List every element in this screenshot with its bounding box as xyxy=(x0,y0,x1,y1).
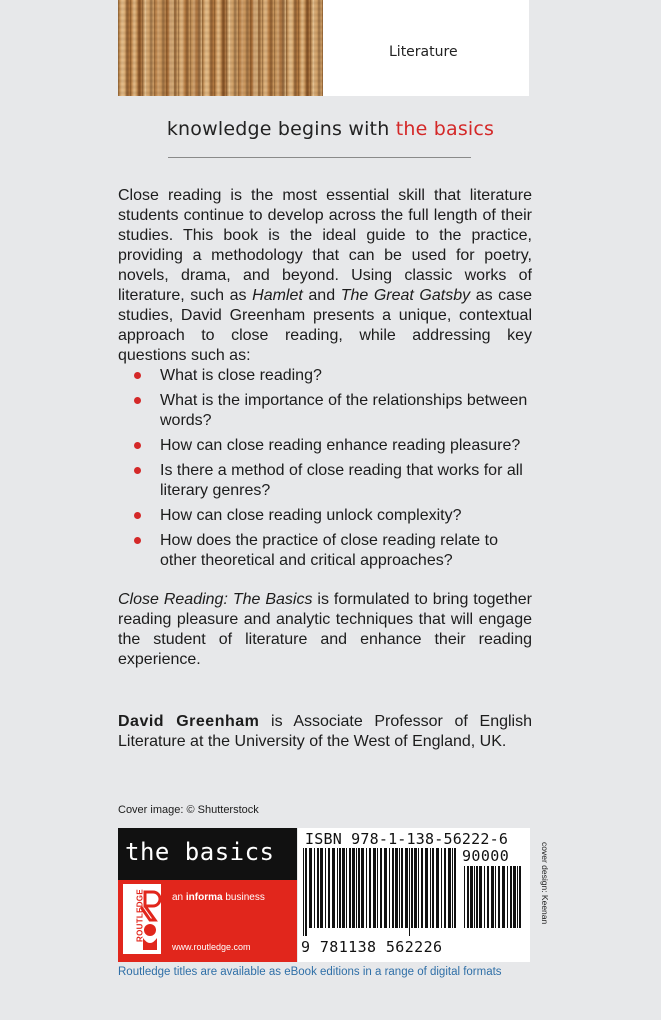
key-questions-list xyxy=(118,366,538,576)
barcode-bar xyxy=(411,848,413,928)
barcode-bar xyxy=(349,848,351,928)
author-bio xyxy=(118,712,532,752)
barcode-bar xyxy=(513,866,516,928)
barcode-bar xyxy=(342,848,345,928)
divider-rule xyxy=(168,157,471,158)
barcode-bar xyxy=(405,848,408,928)
barcode-bar xyxy=(452,848,453,928)
series-tagline xyxy=(0,118,661,140)
barcode-bar xyxy=(325,848,326,928)
barcode-bar xyxy=(517,866,518,928)
cover-design-credit xyxy=(533,842,550,938)
bullet-icon xyxy=(134,397,141,404)
isbn-number: ISBN 978-1-138-56222-6 xyxy=(305,830,509,848)
barcode-bar xyxy=(305,848,307,936)
barcode-bar xyxy=(502,866,505,928)
tagline-prefix: knowledge begins with xyxy=(166,118,390,140)
barcode-bar xyxy=(441,848,442,928)
barcode-bar xyxy=(487,866,489,928)
barcode-bar xyxy=(358,848,360,928)
ean-barcode xyxy=(301,848,457,938)
question-text: How does the practice of close reading relate to other theoretical and critical approaches? xyxy=(160,532,498,569)
barcode-bar xyxy=(366,848,367,928)
barcode-bar xyxy=(454,848,456,928)
ebook-availability-note: Routledge titles are available as eBook editions in a range of digital formats xyxy=(118,966,502,978)
barcode-bar xyxy=(377,848,378,928)
informa-prefix: an xyxy=(172,892,186,903)
intro-work-hamlet: Hamlet xyxy=(252,287,303,304)
intro-text-1: Close reading is the most essential skill that literature students continue to develop across the full length of their studies. This book is the ideal guide to the practice, providing a methodology that can be used for poetry, novels, drama, and beyond. Using classic works of literature, such as xyxy=(118,187,532,304)
barcode-bar xyxy=(373,848,376,928)
barcode-bar xyxy=(448,848,451,928)
barcode-bar xyxy=(484,866,485,928)
barcode-bar xyxy=(510,866,512,928)
barcode-bar xyxy=(401,848,403,928)
bullet-icon xyxy=(134,372,141,379)
barcode-bar xyxy=(399,848,400,928)
barcode-bar xyxy=(303,848,304,936)
barcode-bar xyxy=(476,866,478,928)
author-name: David Greenham xyxy=(118,713,260,730)
barcode-bar xyxy=(519,866,521,928)
list-item xyxy=(118,531,538,571)
intro-text-3: as case studies, David Greenham presents a unique, contextual approach to close reading, while addressing key questions such as: xyxy=(118,287,532,364)
barcode-bar xyxy=(425,848,428,928)
barcode-bar xyxy=(356,848,357,928)
wood-texture-image xyxy=(118,0,323,96)
informa-suffix: business xyxy=(222,892,265,903)
barcode-bar xyxy=(395,848,398,928)
publisher-url: www.routledge.com xyxy=(172,942,251,952)
barcode-bar xyxy=(421,848,423,928)
barcode-bar xyxy=(470,866,473,928)
barcode-bar xyxy=(491,866,494,928)
barcode-bar xyxy=(309,848,312,928)
list-item xyxy=(118,366,538,386)
question-text: What is close reading? xyxy=(160,367,322,384)
intro-paragraph xyxy=(118,186,532,366)
price-code: 90000 xyxy=(462,847,510,865)
cover-image-credit: Cover image: © Shutterstock xyxy=(118,804,259,816)
question-text: How can close reading unlock complexity? xyxy=(160,507,462,524)
barcode-bar xyxy=(346,848,347,928)
cover-design-text: cover design: Keenan xyxy=(540,842,550,925)
summary-paragraph xyxy=(118,590,532,670)
list-item xyxy=(118,391,538,431)
barcode-bar xyxy=(337,848,338,928)
barcode-bar xyxy=(317,848,319,928)
list-item xyxy=(118,506,538,526)
barcode-bar xyxy=(495,866,496,928)
barcode-bar xyxy=(389,848,390,928)
series-name: the basics xyxy=(125,838,275,866)
barcode-bar xyxy=(339,848,341,928)
intro-work-gatsby: The Great Gatsby xyxy=(340,287,471,304)
question-text: Is there a method of close reading that works for all literary genres? xyxy=(160,462,523,499)
bullet-icon xyxy=(134,512,141,519)
barcode-bar xyxy=(352,848,355,928)
publisher-name: ROUTLEDGE xyxy=(135,889,145,942)
barcode-bar xyxy=(479,866,482,928)
author-bio-text: is Associate Professor of English Literature at the University of the West of England, UK. xyxy=(118,713,532,750)
barcode-bar xyxy=(384,848,387,928)
tagline-accent: the basics xyxy=(395,118,495,140)
barcode-bar xyxy=(464,866,465,928)
barcode-bar xyxy=(361,848,364,928)
barcode-bar xyxy=(498,866,500,928)
barcode-bar xyxy=(414,848,417,928)
barcode-bar xyxy=(314,848,315,928)
barcode-bar xyxy=(320,848,323,928)
list-item xyxy=(118,461,538,501)
bullet-icon xyxy=(134,467,141,474)
barcode-bar xyxy=(467,866,469,928)
book-title: Close Reading: The Basics xyxy=(118,591,313,608)
list-item xyxy=(118,436,538,456)
bullet-icon xyxy=(134,442,141,449)
barcode-bar xyxy=(392,848,394,928)
barcode-bar xyxy=(328,848,330,928)
barcode-bar xyxy=(409,848,410,936)
addon-barcode xyxy=(462,866,524,938)
barcode-bar xyxy=(332,848,335,928)
question-text: How can close reading enhance reading pleasure? xyxy=(160,437,521,454)
barcode-bar xyxy=(430,848,431,928)
question-text: What is the importance of the relationships between words? xyxy=(160,392,528,429)
barcode-bar xyxy=(369,848,371,928)
category-label: Literature xyxy=(389,44,458,60)
barcode-bar xyxy=(418,848,419,928)
intro-text-2: and xyxy=(302,287,341,304)
barcode-bar xyxy=(432,848,434,928)
ean-digits: 9 781138 562226 xyxy=(301,938,443,956)
informa-tagline xyxy=(172,892,265,903)
barcode-bar xyxy=(444,848,446,928)
barcode-bar xyxy=(380,848,382,928)
summary-text: is formulated to bring together reading pleasure and analytic techniques that will engage the student of literature and enhance their reading experience. xyxy=(118,591,532,668)
bullet-icon xyxy=(134,537,141,544)
routledge-logo xyxy=(123,884,161,954)
barcode-bar xyxy=(436,848,439,928)
barcode-bar xyxy=(474,866,475,928)
barcode-bar xyxy=(507,866,508,928)
informa-word: informa xyxy=(185,892,223,903)
